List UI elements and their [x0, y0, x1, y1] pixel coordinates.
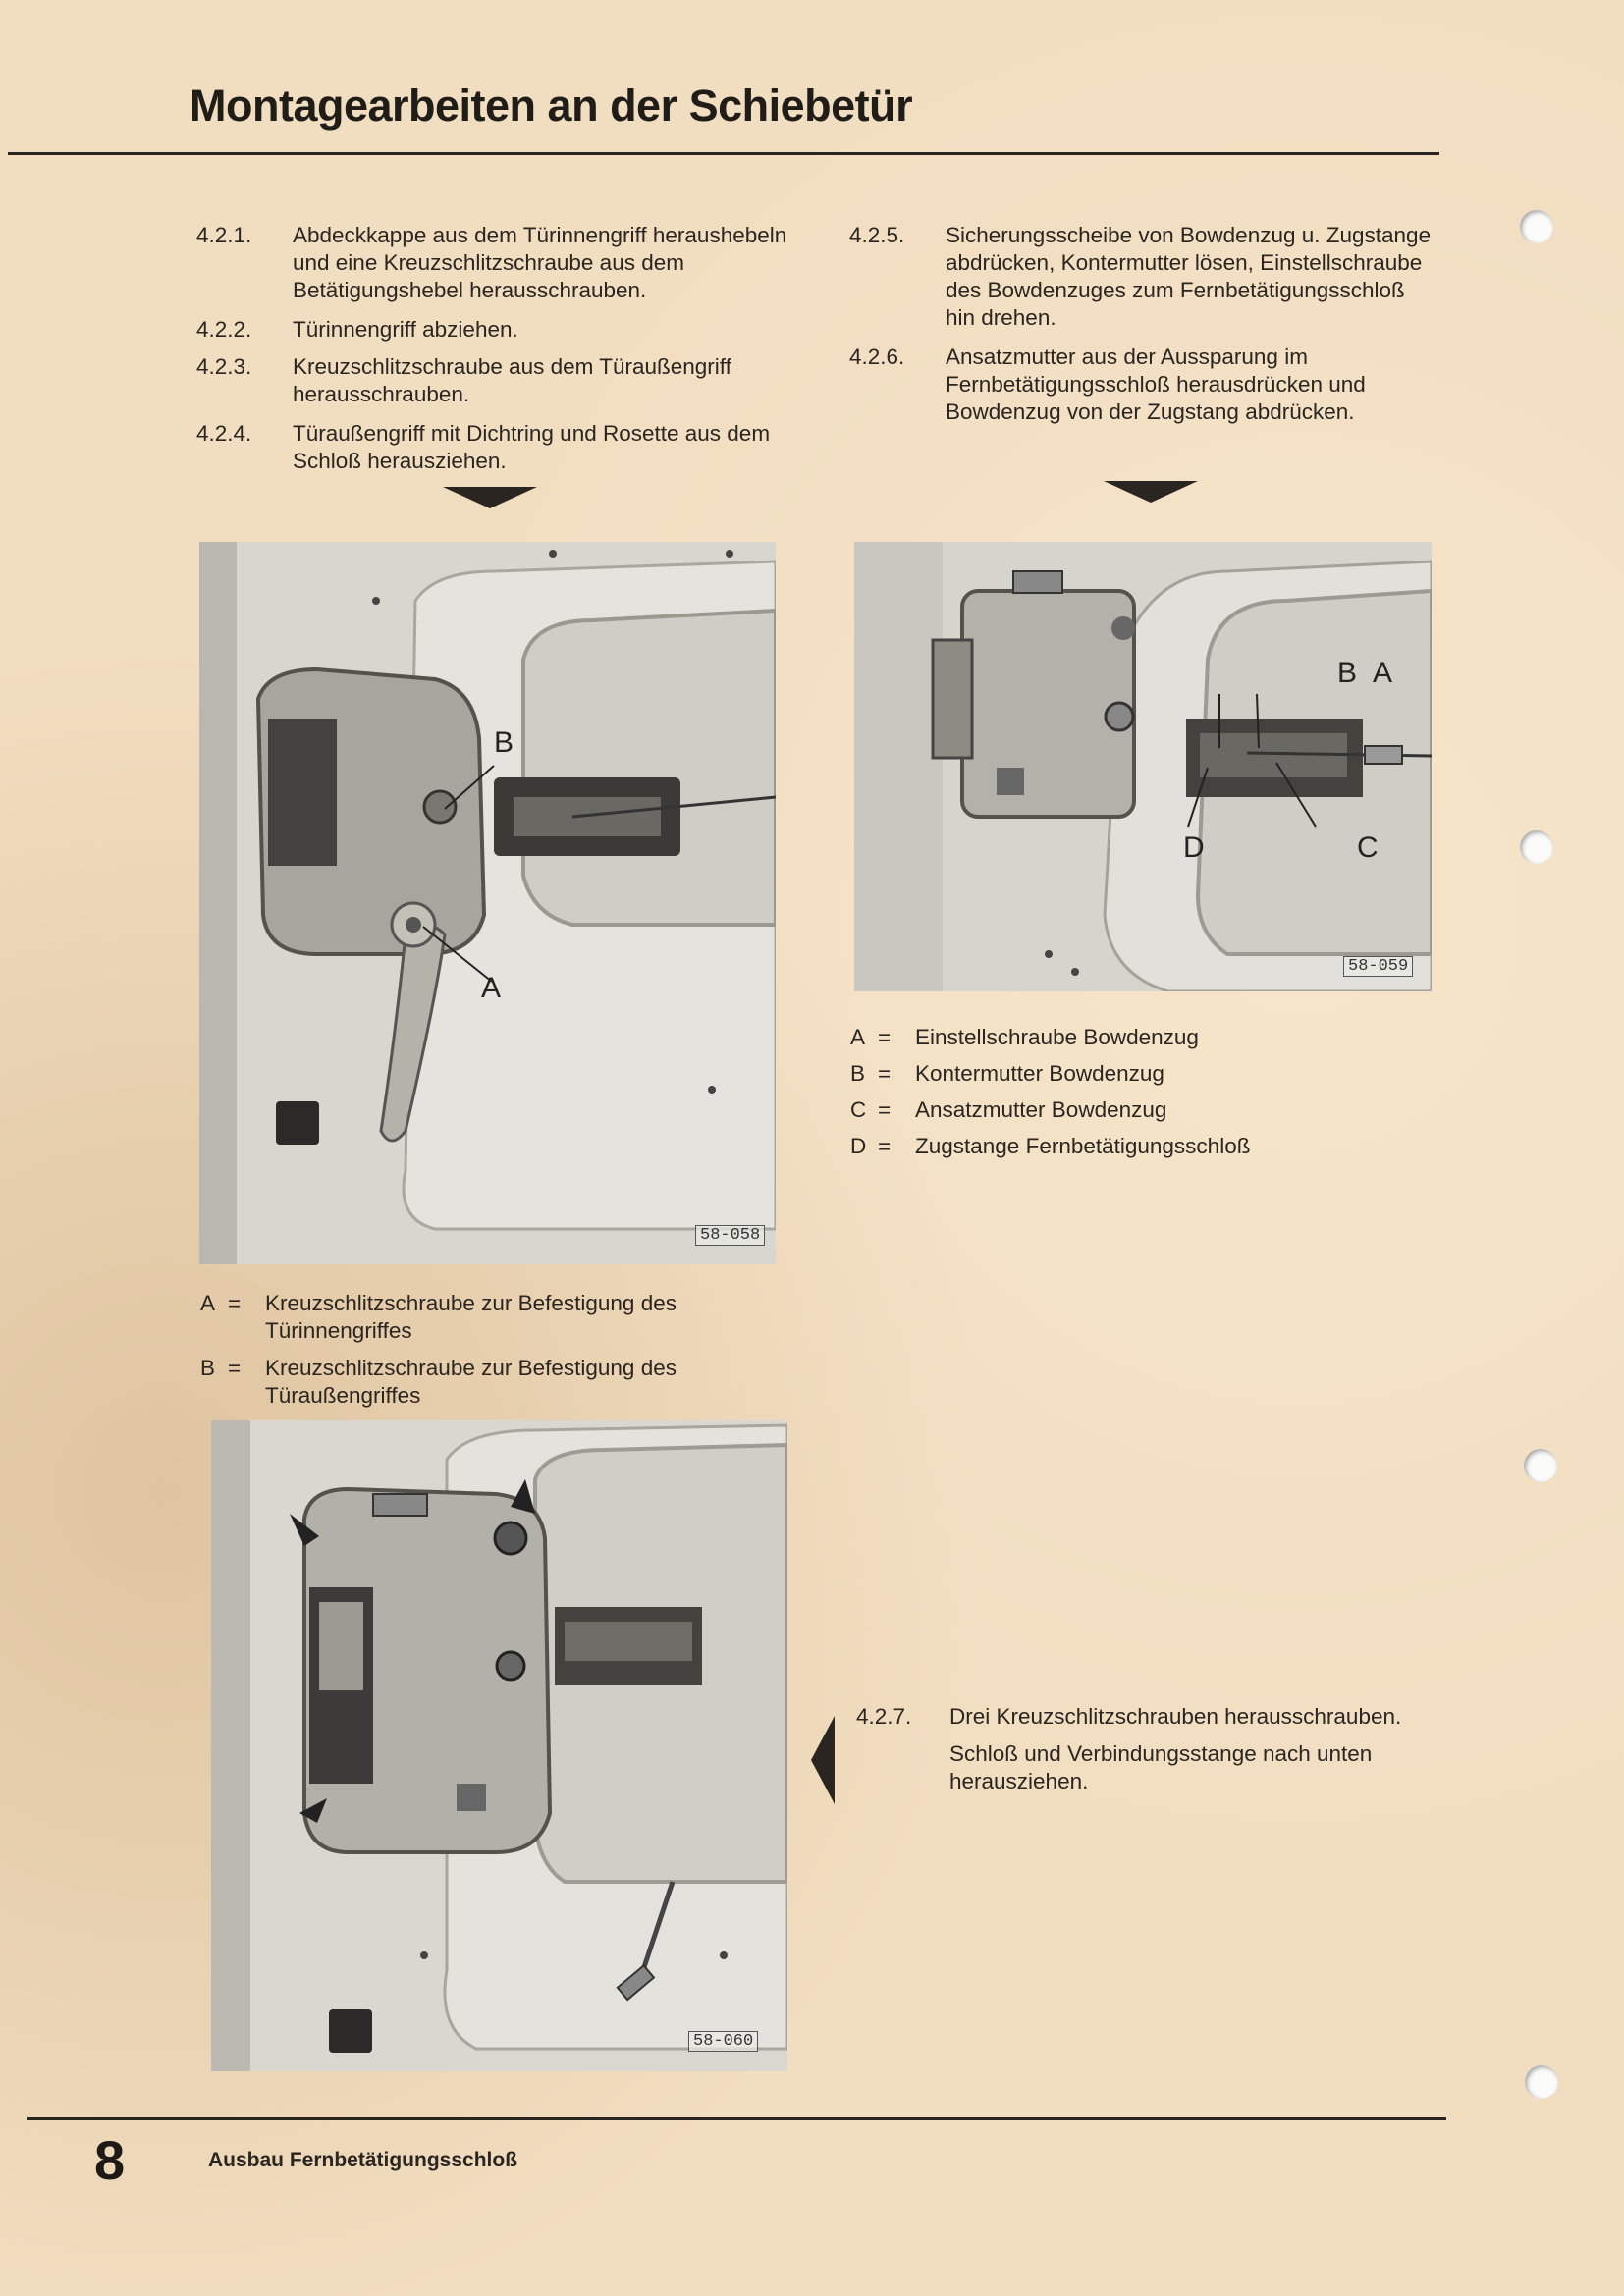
punch-hole-icon	[1525, 2065, 1558, 2099]
label-a: A	[1373, 657, 1393, 689]
arrow-down-icon	[443, 487, 537, 508]
legend-row	[850, 1055, 1400, 1092]
arrow-left-icon	[811, 1716, 835, 1804]
legend-row	[850, 1128, 1400, 1164]
step-text: Ansatzmutter aus der Aussparung im Fernbetätigungsschloß herausdrücken und Bowdenzug von der Zugstang abdrücken.	[946, 345, 1366, 424]
legend-text: Kreuzschlitzschraube zur Befestigung des Türaußengriffes	[265, 1356, 677, 1408]
figure-number: 58-058	[695, 1225, 765, 1246]
label-a: A	[481, 972, 502, 1004]
step-number: 4.2.3.	[196, 354, 252, 379]
legend-fig-58-059	[850, 1019, 1400, 1164]
step-text: Kreuzschlitzschraube aus dem Türaußengriff herausschrauben.	[293, 354, 731, 406]
figure-58-060	[211, 1420, 787, 2071]
legend-eq: =	[878, 1134, 892, 1158]
legend-eq: =	[228, 1356, 242, 1380]
legend-text: Einstellschraube Bowdenzug	[915, 1025, 1199, 1049]
legend-key: C	[850, 1097, 867, 1122]
figure-number: 58-059	[1343, 956, 1413, 977]
step-number: 4.2.4.	[196, 421, 252, 446]
footer-title: Ausbau Fernbetätigungsschloß	[208, 2149, 518, 2171]
step-number: 4.2.2.	[196, 317, 252, 342]
legend-key: D	[850, 1134, 867, 1158]
legend-row	[850, 1019, 1400, 1055]
step-number: 4.2.1.	[196, 223, 252, 247]
legend-eq: =	[878, 1061, 892, 1086]
legend-fig-58-058	[200, 1290, 789, 1410]
legend-key: A	[200, 1291, 216, 1315]
door-lock-photo	[199, 542, 776, 1264]
legend-row	[200, 1290, 789, 1345]
figure-58-058	[199, 542, 776, 1264]
remote-lock-photo	[854, 542, 1432, 991]
legend-eq: =	[878, 1025, 892, 1049]
step-4-2-2	[196, 316, 805, 344]
punch-hole-icon	[1520, 830, 1553, 864]
step-text-line-1: Drei Kreuzschlitzschrauben herausschrauben.	[949, 1704, 1402, 1729]
legend-eq: =	[878, 1097, 892, 1122]
legend-text: Ansatzmutter Bowdenzug	[915, 1097, 1167, 1122]
arrow-down-icon	[1104, 481, 1198, 503]
page-title: Montagearbeiten an der Schiebetür	[189, 80, 913, 131]
footer-rule	[27, 2117, 1446, 2120]
step-number: 4.2.6.	[849, 345, 905, 369]
figure-58-059	[854, 542, 1432, 991]
step-4-2-6	[849, 344, 1458, 426]
legend-text: Kontermutter Bowdenzug	[915, 1061, 1164, 1086]
step-text: Abdeckkappe aus dem Türinnengriff heraushebeln und eine Kreuzschlitzschraube aus dem Betätigungshebel herausschrauben.	[293, 223, 787, 302]
step-text-line-2: Schloß und Verbindungsstange nach unten herausziehen.	[949, 1741, 1373, 1793]
legend-key: A	[850, 1025, 866, 1049]
figure-number: 58-060	[688, 2031, 758, 2052]
legend-row	[200, 1355, 789, 1410]
legend-key: B	[200, 1356, 216, 1380]
header-rule	[8, 152, 1439, 155]
step-4-2-5	[849, 222, 1458, 332]
legend-row	[850, 1092, 1400, 1128]
step-4-2-3	[196, 353, 805, 408]
label-b: B	[494, 726, 514, 759]
legend-text: Zugstange Fernbetätigungsschloß	[915, 1134, 1251, 1158]
lock-removal-photo	[211, 1420, 787, 2071]
label-b: B	[1337, 657, 1358, 689]
legend-text: Kreuzschlitzschraube zur Befestigung des Türinnengriffes	[265, 1291, 677, 1343]
punch-hole-icon	[1524, 1449, 1557, 1482]
step-4-2-4	[196, 420, 805, 475]
legend-key: B	[850, 1061, 866, 1086]
label-c: C	[1357, 831, 1379, 864]
step-text: Türinnengriff abziehen.	[293, 317, 518, 342]
step-text: Sicherungsscheibe von Bowdenzug u. Zugstange abdrücken, Kontermutter lösen, Einstellschraube des Bowdenzuges zum Fernbetätigungsschloß hin drehen.	[946, 223, 1432, 330]
legend-eq: =	[228, 1291, 242, 1315]
step-4-2-7	[856, 1703, 1465, 1821]
label-d: D	[1183, 831, 1205, 864]
page-number: 8	[94, 2129, 126, 2191]
step-4-2-1	[196, 222, 805, 304]
step-number: 4.2.5.	[849, 223, 905, 247]
step-text: Türaußengriff mit Dichtring und Rosette aus dem Schloß herausziehen.	[293, 421, 771, 473]
punch-hole-icon	[1520, 210, 1553, 243]
step-number: 4.2.7.	[856, 1704, 912, 1729]
